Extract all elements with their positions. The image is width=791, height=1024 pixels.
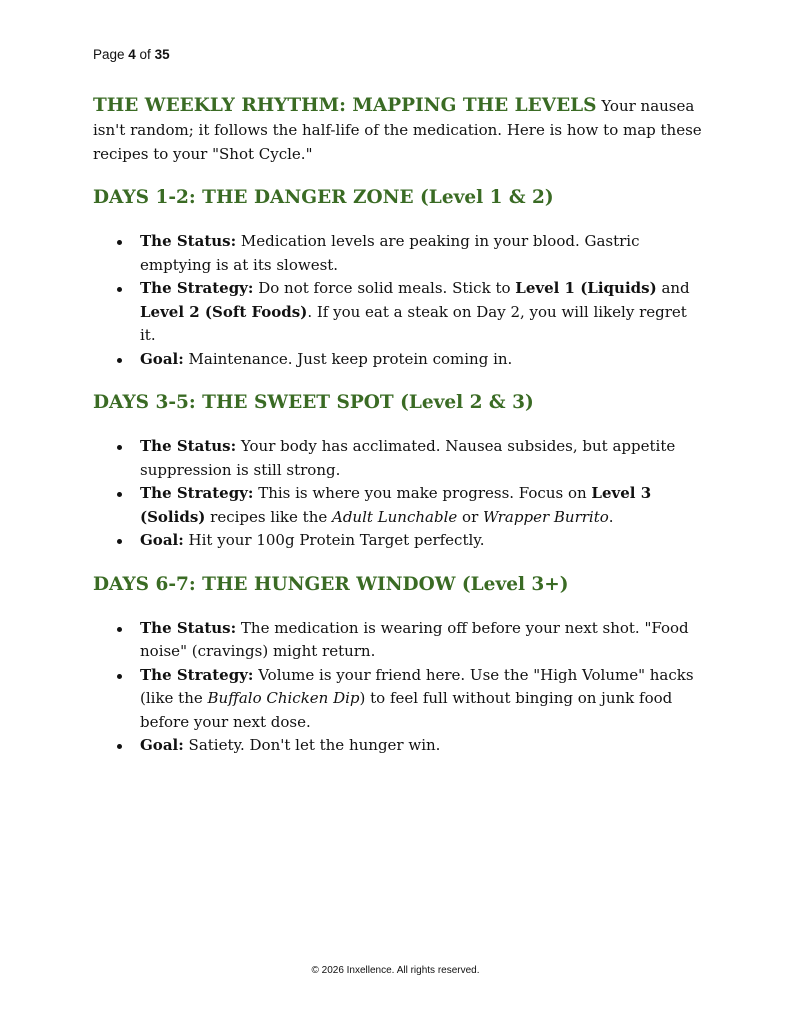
page-of: of: [135, 47, 155, 62]
footer-copyright: © 2026 Inxellence. All rights reserved.: [311, 965, 480, 976]
list-item-status: The Status: The medication is wearing off before your next shot. "Food noise" (cravings) might return.: [93, 617, 705, 664]
section-list-days-3-5: [93, 435, 705, 553]
page-prefix: Page: [93, 47, 129, 62]
list-item-goal: Goal: Hit your 100g Protein Target perfectly.: [93, 529, 705, 553]
page-total: 35: [154, 47, 170, 62]
intro-paragraph: [93, 94, 705, 166]
section-list-days-1-2: [93, 230, 705, 371]
list-item-strategy: The Strategy: This is where you make progress. Focus on Level 3 (Solids) recipes like the Adult Lunchable or Wrapper Burrito.: [93, 482, 705, 529]
page-current: 4: [128, 47, 136, 62]
list-item-status: The Status: Medication levels are peaking in your blood. Gastric emptying is at its slowest.: [93, 230, 705, 277]
list-item-strategy: The Strategy: Volume is your friend here. Use the "High Volume" hacks (like the Buffalo Chicken Dip) to feel full without binging on junk food before your next dose.: [93, 664, 705, 735]
list-item-goal: Goal: Satiety. Don't let the hunger win.: [93, 734, 705, 758]
list-item-strategy: The Strategy: Do not force solid meals. Stick to Level 1 (Liquids) and Level 2 (Soft Foods). If you eat a steak on Day 2, you will likely regret it.: [93, 277, 705, 348]
intro-heading: THE WEEKLY RHYTHM: MAPPING THE LEVELS: [93, 95, 597, 116]
section-heading-days-6-7: DAYS 6-7: THE HUNGER WINDOW (Level 3+): [93, 573, 569, 595]
section-heading-days-1-2: DAYS 1-2: THE DANGER ZONE (Level 1 & 2): [93, 187, 554, 208]
list-item-status: The Status: Your body has acclimated. Nausea subsides, but appetite suppression is still strong.: [93, 435, 705, 482]
page-number: [93, 47, 170, 62]
section-heading-days-3-5: DAYS 3-5: THE SWEET SPOT (Level 2 & 3): [93, 392, 534, 413]
list-item-goal: Goal: Maintenance. Just keep protein coming in.: [93, 348, 705, 372]
intro-text: Your nausea isn't random; it follows the half-life of the medication. Here is how to map these recipes to your "Shot Cycle.": [93, 97, 702, 163]
section-list-days-6-7: [93, 617, 705, 758]
page-content: [93, 94, 705, 758]
